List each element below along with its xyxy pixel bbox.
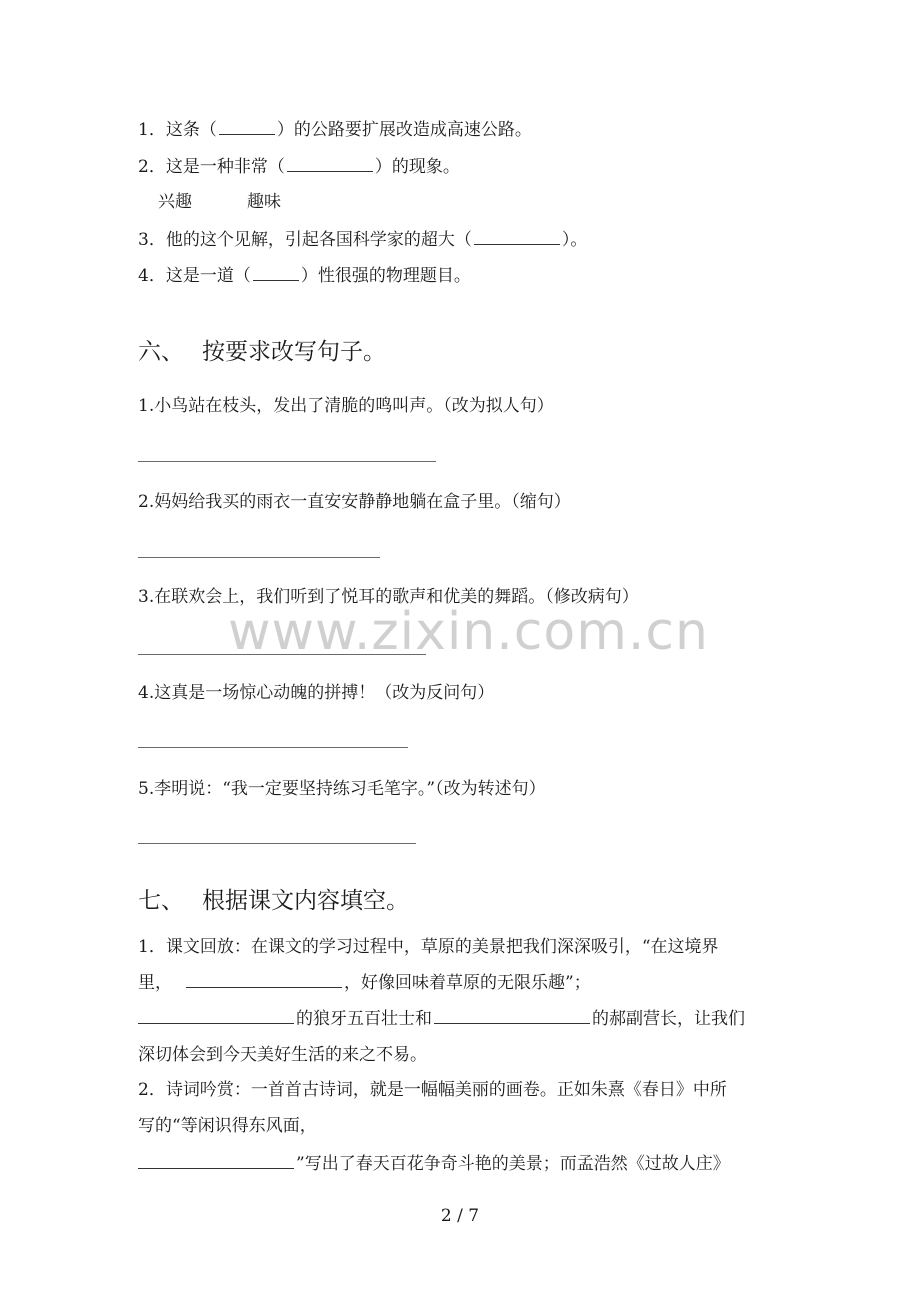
fill-paragraph-2-line-1: 2．诗词吟赏：一首首古诗词，就是一幅幅美丽的画卷。正如朱熹《春日》中所 <box>138 1080 727 1100</box>
blank-7-4[interactable] <box>138 1152 294 1169</box>
fill-paragraph-2-line-2: 写的“等闲识得东风面， <box>138 1116 317 1136</box>
question-5-3-post: ）。 <box>561 230 588 250</box>
blank-5-1[interactable] <box>219 118 275 135</box>
question-5-4-pre: 4．这是一道（ <box>138 266 251 286</box>
answer-line-5[interactable] <box>138 843 416 844</box>
fill-p1-l2-end: ，好像回味着草原的无限乐趣”； <box>344 973 591 993</box>
section-7-title: 根据课文内容填空。 <box>202 888 409 914</box>
answer-line-1[interactable] <box>138 461 436 462</box>
option-quwei: 趣味 <box>247 192 281 212</box>
rewrite-item-3: 3.在联欢会上，我们听到了悦耳的歌声和优美的舞蹈。（修改病句） <box>138 587 639 607</box>
answer-line-2[interactable] <box>138 557 380 558</box>
watermark: www.zixin.com.cn <box>228 602 709 662</box>
question-5-3 <box>138 228 587 251</box>
blank-5-3[interactable] <box>474 228 560 245</box>
section-7-number: 七、 <box>138 888 184 914</box>
blank-7-1[interactable] <box>186 971 342 988</box>
fill-paragraph-1-line-2 <box>138 971 591 994</box>
section-7-heading <box>138 886 409 916</box>
rewrite-item-4: 4.这真是一场惊心动魄的拼搏！（改为反问句） <box>138 683 495 703</box>
section-6-heading <box>138 337 386 367</box>
rewrite-item-5: 5.李明说：“我一定要坚持练习毛笔字。”（改为转述句） <box>138 779 546 799</box>
word-options <box>158 191 336 213</box>
question-5-1-post: ）的公路要扩展改造成高速公路。 <box>276 120 532 140</box>
question-5-1 <box>138 118 532 141</box>
option-xingqu: 兴趣 <box>158 192 192 212</box>
blank-5-4[interactable] <box>253 264 299 281</box>
fill-paragraph-1-line-4: 深切体会到今天美好生活的来之不易。 <box>138 1045 427 1065</box>
fill-paragraph-1-line-3 <box>138 1007 745 1030</box>
fill-p1-l3-end: 的郝副营长，让我们 <box>592 1009 745 1029</box>
fill-p1-l2-start: 里， <box>138 973 172 993</box>
question-5-3-pre: 3．他的这个见解，引起各国科学家的超大（ <box>138 230 472 250</box>
blank-7-2[interactable] <box>138 1007 294 1024</box>
fill-p1-l3-mid: 的狼牙五百壮士和 <box>296 1009 432 1029</box>
fill-paragraph-1-line-1: 1．课文回放：在课文的学习过程中，草原的美景把我们深深吸引，“在这境界 <box>138 937 719 957</box>
section-6-title: 按要求改写句子。 <box>202 339 386 365</box>
page-number: 2 / 7 <box>440 1206 480 1226</box>
section-6-number: 六、 <box>138 339 184 365</box>
question-5-2-post: ）的现象。 <box>374 157 460 177</box>
blank-5-2[interactable] <box>287 155 373 172</box>
question-5-2 <box>138 155 460 178</box>
blank-7-3[interactable] <box>434 1007 590 1024</box>
question-5-1-pre: 1．这条（ <box>138 120 217 140</box>
answer-line-4[interactable] <box>138 747 408 748</box>
question-5-2-pre: 2．这是一种非常（ <box>138 157 285 177</box>
rewrite-item-2: 2.妈妈给我买的雨衣一直安安静静地躺在盒子里。（缩句） <box>138 492 571 512</box>
question-5-4 <box>138 264 471 287</box>
rewrite-item-1: 1.小鸟站在枝头，发出了清脆的鸣叫声。（改为拟人句） <box>138 396 554 416</box>
fill-paragraph-2-line-3 <box>138 1152 730 1175</box>
question-5-4-post: ）性很强的物理题目。 <box>300 266 471 286</box>
fill-p2-l3-end: ”写出了春天百花争奇斗艳的美景；而孟浩然《过故人庄》 <box>296 1154 730 1174</box>
